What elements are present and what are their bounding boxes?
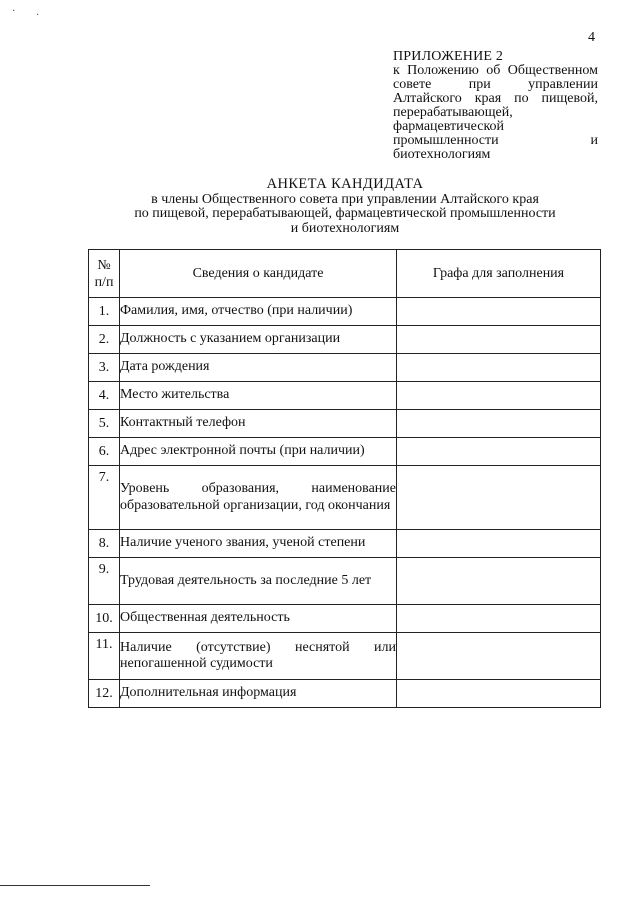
row-label: Место жительства (120, 382, 397, 410)
table-row (89, 558, 601, 605)
column-header-number-line-2: п/п (94, 274, 114, 290)
form-title: АНКЕТА КАНДИДАТА (266, 176, 424, 192)
table-row (89, 466, 601, 530)
row-number: 6. (89, 438, 120, 466)
row-number: 5. (89, 410, 120, 438)
fill-in-cell[interactable] (397, 382, 601, 410)
fill-in-cell[interactable] (397, 298, 601, 326)
form-subtitle-line-2: по пищевой, перерабатывающей, фармацевтической промышленности (134, 206, 556, 221)
table-row (89, 605, 601, 633)
row-label: Дата рождения (120, 354, 397, 382)
appendix-text: к Положению об Общественном совете при управлении Алтайского края по пищевой, перерабатывающей, фармацевтической промышленности и биотехнологиям (393, 63, 598, 162)
page-number: 4 (588, 30, 595, 45)
row-number: 2. (89, 326, 120, 354)
form-subtitle-line-3: и биотехнологиям (290, 220, 400, 236)
table-row (89, 410, 601, 438)
table-row (89, 354, 601, 382)
row-number: 4. (89, 382, 120, 410)
row-label: Дополнительная информация (120, 680, 397, 708)
row-label: Наличие (отсутствие) неснятой или непогашенной судимости (120, 633, 397, 680)
column-header-candidate-info: Сведения о кандидате (120, 250, 397, 298)
row-number: 10. (89, 605, 120, 633)
fill-in-cell[interactable] (397, 438, 601, 466)
fill-in-cell[interactable] (397, 326, 601, 354)
footnote-divider (0, 885, 150, 886)
fill-in-cell[interactable] (397, 410, 601, 438)
table-row (89, 298, 601, 326)
table-row (89, 326, 601, 354)
candidate-form-table (88, 249, 601, 708)
form-subtitle-line-1: в члены Общественного совета при управлении Алтайского края (151, 191, 539, 207)
column-header-number-line-1: № (97, 257, 111, 273)
scan-speck: · (36, 10, 40, 21)
column-header-fill-in: Графа для заполнения (397, 250, 601, 298)
appendix-title: ПРИЛОЖЕНИЕ 2 (393, 49, 504, 64)
row-label: Адрес электронной почты (при наличии) (120, 438, 397, 466)
table-row (89, 382, 601, 410)
row-label: Трудовая деятельность за последние 5 лет (120, 558, 397, 605)
fill-in-cell[interactable] (397, 680, 601, 708)
row-label: Фамилия, имя, отчество (при наличии) (120, 298, 397, 326)
row-number: 3. (89, 354, 120, 382)
fill-in-cell[interactable] (397, 558, 601, 605)
row-label: Уровень образования, наименование образовательной организации, год окончания (120, 466, 397, 530)
fill-in-cell[interactable] (397, 605, 601, 633)
row-number: 9. (89, 558, 120, 605)
table-row (89, 530, 601, 558)
row-number: 7. (89, 466, 120, 530)
table-header-row (89, 250, 601, 298)
row-number: 11. (89, 633, 120, 680)
table-row (89, 438, 601, 466)
appendix-block (393, 50, 598, 162)
column-header-number (89, 250, 120, 298)
row-number: 1. (89, 298, 120, 326)
form-header (95, 177, 595, 236)
scan-speck: · (12, 6, 16, 17)
row-number: 12. (89, 680, 120, 708)
fill-in-cell[interactable] (397, 530, 601, 558)
row-label: Общественная деятельность (120, 605, 397, 633)
row-number: 8. (89, 530, 120, 558)
fill-in-cell[interactable] (397, 633, 601, 680)
row-label: Наличие ученого звания, ученой степени (120, 530, 397, 558)
table-row (89, 680, 601, 708)
table-row (89, 633, 601, 680)
row-label: Контактный телефон (120, 410, 397, 438)
row-label: Должность с указанием организации (120, 326, 397, 354)
fill-in-cell[interactable] (397, 354, 601, 382)
fill-in-cell[interactable] (397, 466, 601, 530)
